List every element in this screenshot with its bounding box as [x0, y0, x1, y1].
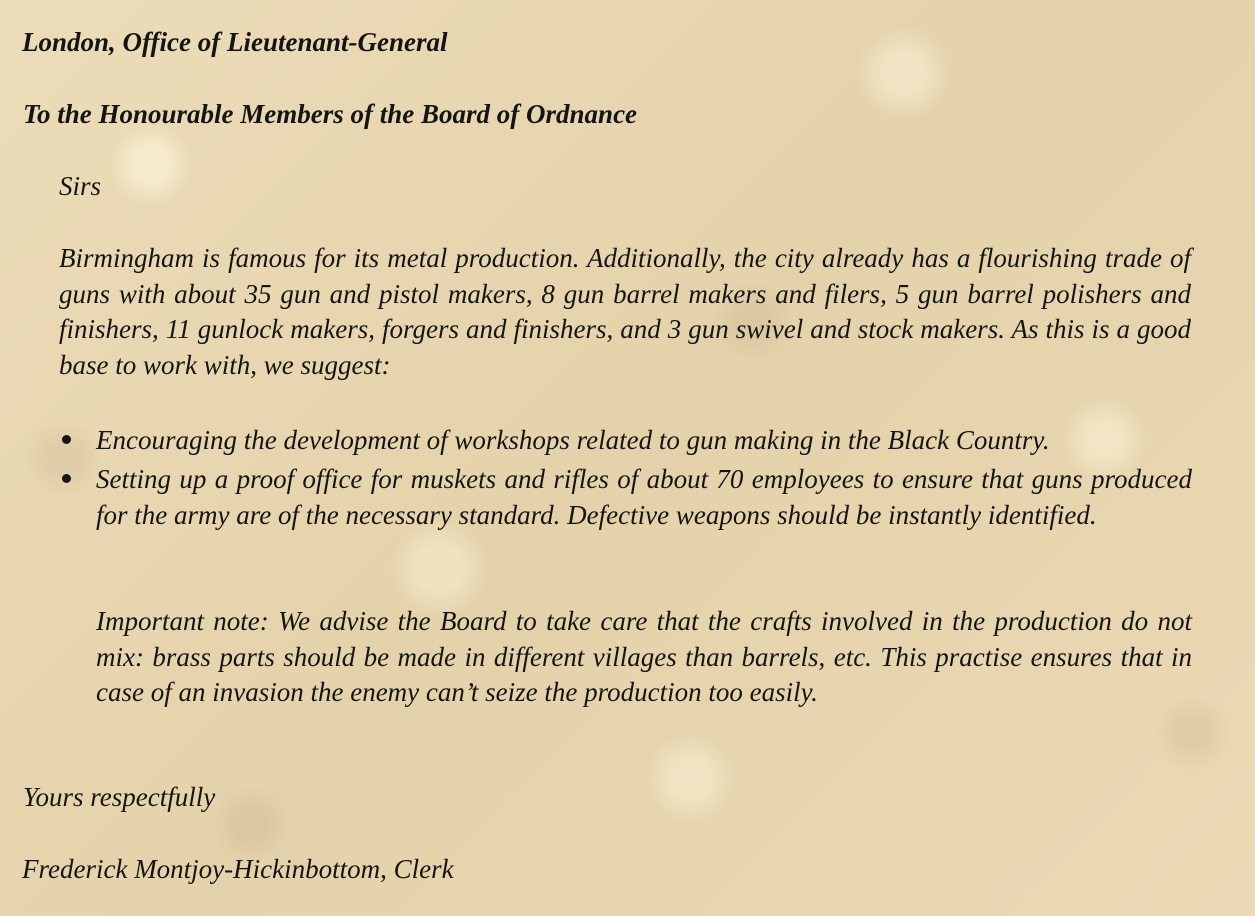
bullet-icon	[62, 435, 71, 444]
bullet-icon	[62, 474, 71, 483]
letter-closing: Yours respectfully	[23, 782, 216, 812]
suggestion-text: Encouraging the development of workshops related to gun making in the Black Country.	[96, 425, 1050, 455]
letter-salutation: Sirs	[59, 171, 102, 201]
letter-origin: London, Office of Lieutenant-General	[22, 27, 448, 57]
letter-body-paragraph: Birmingham is famous for its metal production. Additionally, the city already has a flourishing trade of guns with about 35 gun and pistol makers, 8 gun barrel makers and filers, 5 gun barrel polishers and finishers, 11 gunlock makers, forgers and finishers, and 3 gun swivel and stock makers. As this is a good base to work with, we suggest:	[59, 243, 1191, 380]
important-note: Important note: We advise the Board to take care that the crafts involved in the production do not mix: brass parts should be made in different villages than barrels, etc. This practise ensures that in case of an invasion the enemy can’t seize the production too easily.	[96, 606, 1192, 707]
letter-signature: Frederick Montjoy-Hickinbottom, Clerk	[22, 854, 454, 884]
suggestion-text: Setting up a proof office for muskets and rifles of about 70 employees to ensure that guns produced for the army are of the necessary standard. Defective weapons should be instantly identified.	[96, 464, 1192, 530]
letter-addressee: To the Honourable Members of the Board of Ordnance	[23, 99, 638, 129]
